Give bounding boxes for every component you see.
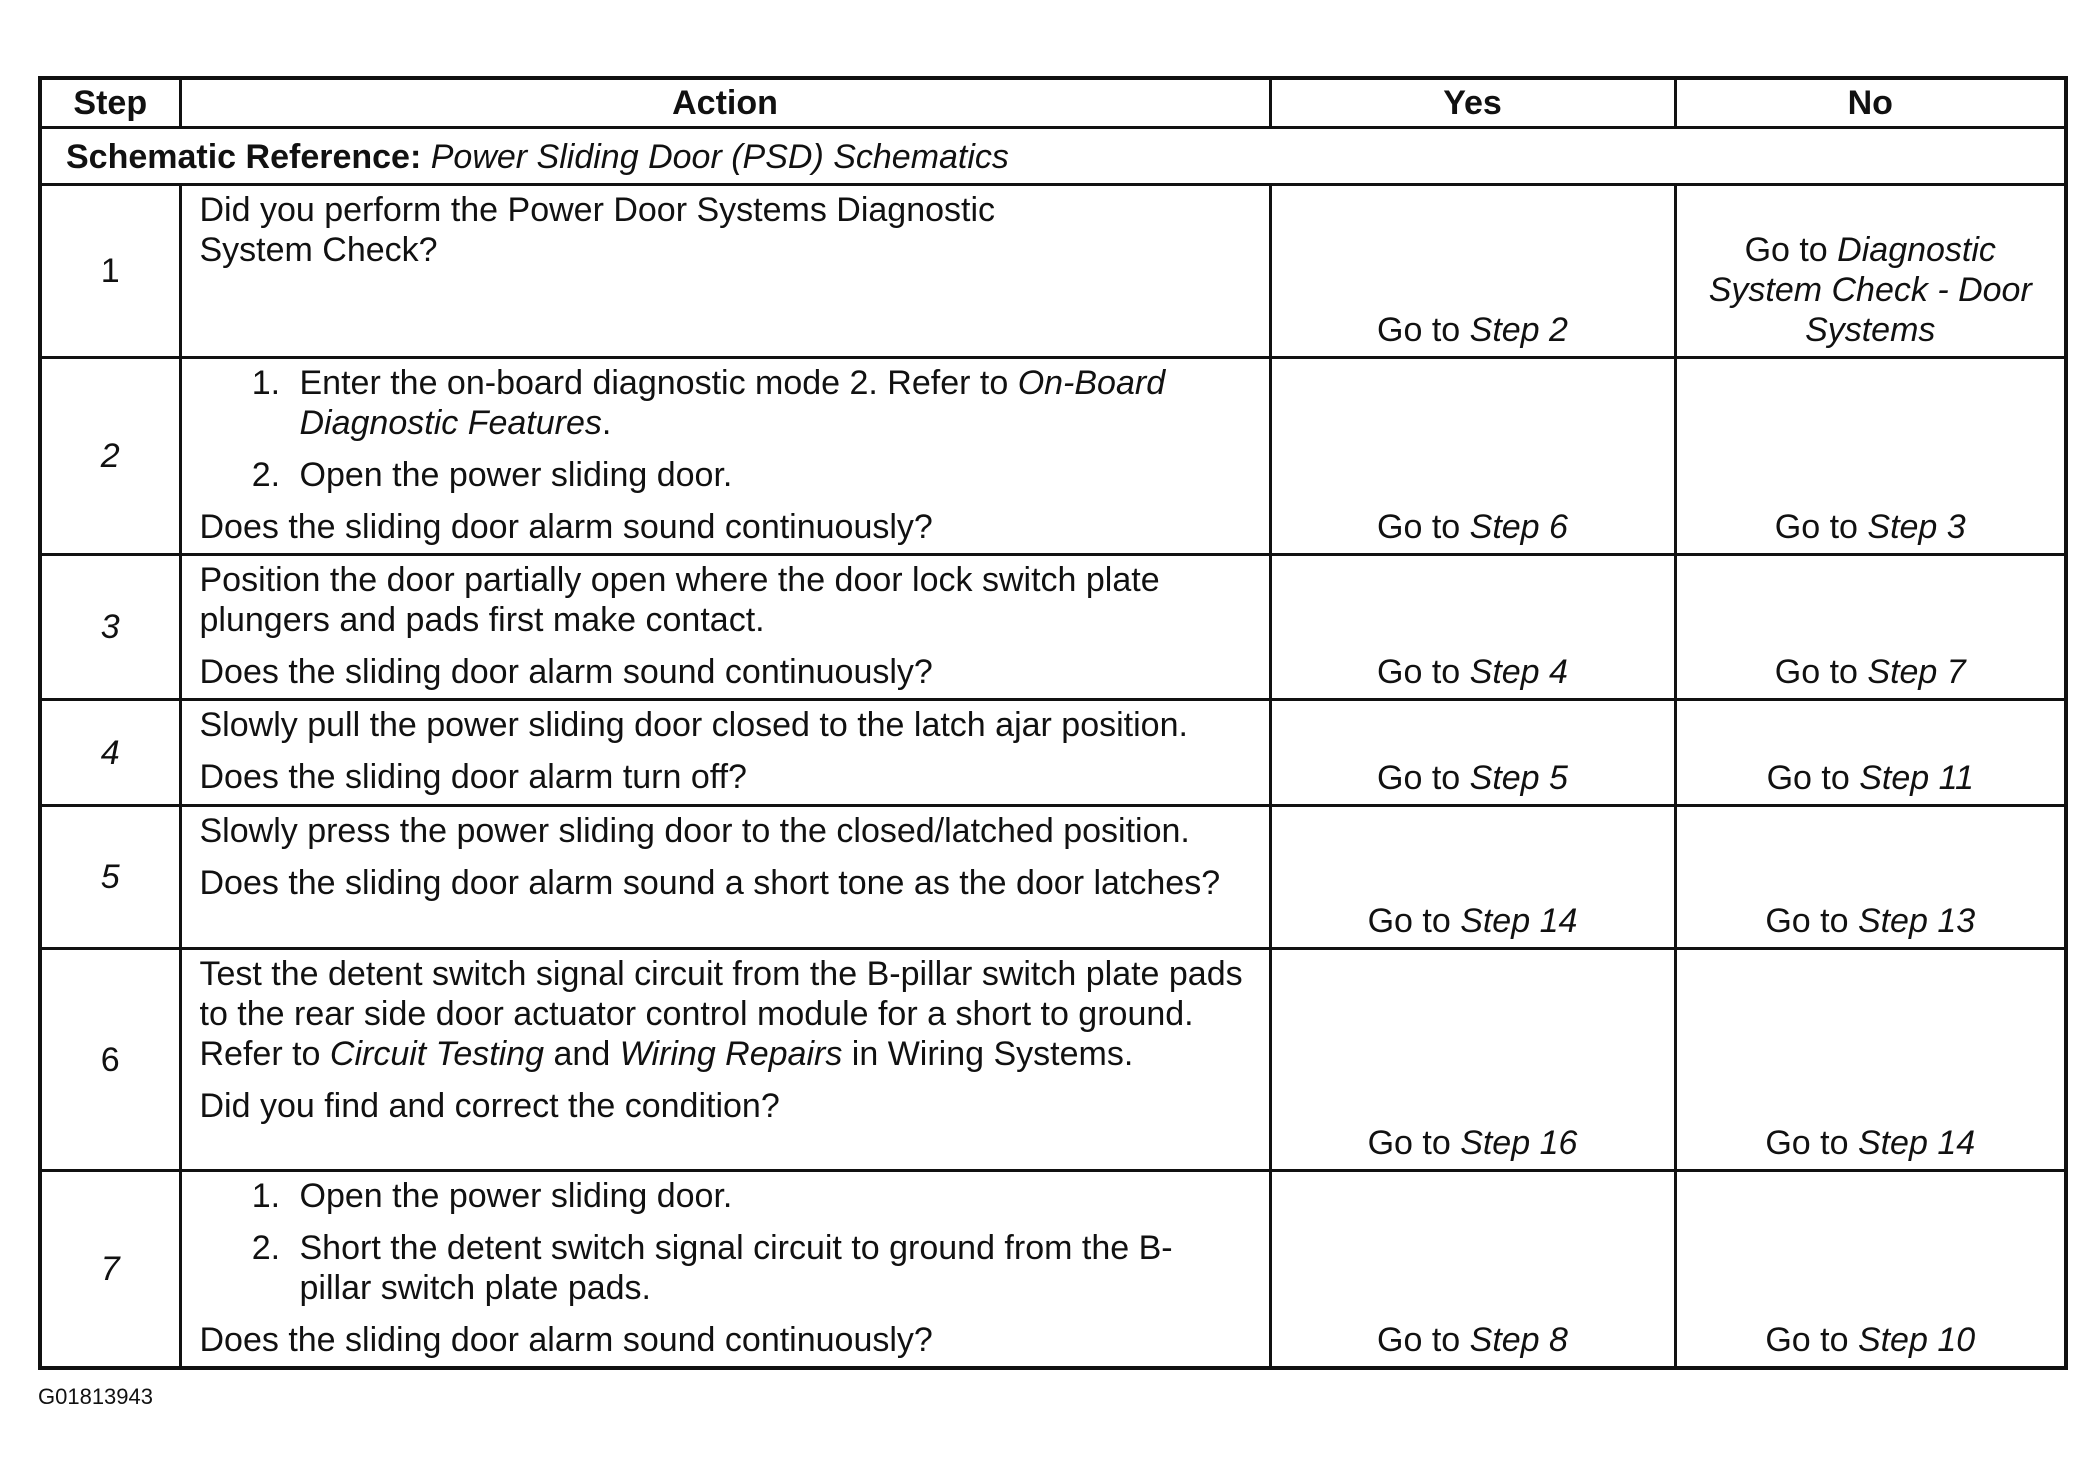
yes-cell	[1270, 806, 1675, 949]
step-number: 4	[40, 700, 180, 806]
no-cell	[1675, 185, 2066, 358]
no-prefix: Go to	[1765, 902, 1858, 940]
list-item: 2. Short the detent switch signal circuit to ground from the B-pillar switch plate pads.	[290, 1228, 1259, 1308]
table-row	[40, 806, 2066, 949]
list-item-link[interactable]: On-Board Diagnostic Features	[299, 364, 1166, 442]
circuit-testing-link[interactable]: Circuit Testing	[329, 1035, 545, 1073]
no-prefix: Go to	[1744, 231, 1838, 269]
no-prefix: Go to	[1774, 653, 1868, 691]
yes-link[interactable]: Step 6	[1469, 508, 1568, 546]
yes-link[interactable]: Step 8	[1469, 1321, 1568, 1359]
no-link[interactable]: Diagnostic System Check - Door Systems	[1708, 231, 2032, 349]
table-row	[40, 949, 2066, 1171]
yes-cell	[1270, 555, 1675, 700]
yes-link[interactable]: Step 2	[1469, 311, 1568, 349]
action-text	[200, 954, 1259, 1074]
list-item-text: Enter the on-board diagnostic mode 2. Refer to	[299, 364, 1018, 402]
yes-link[interactable]: Step 5	[1469, 759, 1568, 797]
yes-link[interactable]: Step 4	[1469, 653, 1568, 691]
no-prefix: Go to	[1765, 1124, 1858, 1162]
yes-prefix: Go to	[1377, 759, 1470, 797]
diagnostic-table	[38, 76, 2068, 1370]
action-text: Slowly pull the power sliding door closed to the latch ajar position.	[199, 706, 1188, 744]
header-no: No	[1675, 78, 2066, 128]
action-cell	[180, 806, 1270, 949]
step-number: 7	[40, 1171, 180, 1369]
list-item: 1. Open the power sliding door.	[290, 1176, 1259, 1216]
yes-cell	[1270, 185, 1675, 358]
table-row	[40, 185, 2066, 358]
no-prefix: Go to	[1766, 759, 1860, 797]
schematic-reference-label: Schematic Reference:	[66, 138, 422, 176]
header-row	[40, 78, 2066, 128]
yes-cell	[1270, 700, 1675, 806]
yes-link[interactable]: Step 16	[1460, 1124, 1578, 1162]
table-row	[40, 1171, 2066, 1369]
yes-cell	[1270, 1171, 1675, 1369]
schematic-reference-row	[40, 128, 2066, 185]
step-number: 1	[40, 185, 180, 358]
action-cell	[180, 358, 1270, 555]
action-cell	[180, 1171, 1270, 1369]
header-yes: Yes	[1270, 78, 1675, 128]
step-number: 5	[40, 806, 180, 949]
yes-link[interactable]: Step 14	[1460, 902, 1578, 940]
no-cell	[1675, 358, 2066, 555]
schematic-reference	[40, 128, 2066, 185]
question-text: Did you find and correct the condition?	[199, 1087, 780, 1125]
action-text-part: in Wiring Systems.	[842, 1035, 1134, 1073]
schematic-reference-link[interactable]: Power Sliding Door (PSD) Schematics	[430, 138, 1009, 176]
action-text: Position the door partially open where the door lock switch plate plungers and pads first make contact.	[199, 561, 1160, 639]
list-item: 2. Open the power sliding door.	[290, 455, 1259, 495]
no-cell	[1675, 949, 2066, 1171]
header-step: Step	[40, 78, 180, 128]
table-row	[40, 700, 2066, 806]
step-number: 6	[40, 949, 180, 1171]
table-row	[40, 358, 2066, 555]
header-action: Action	[180, 78, 1270, 128]
question-text: Does the sliding door alarm sound continuously?	[199, 653, 933, 691]
no-cell	[1675, 555, 2066, 700]
step-number: 2	[40, 358, 180, 555]
question-text: Does the sliding door alarm turn off?	[199, 758, 747, 796]
step-number: 3	[40, 555, 180, 700]
action-cell	[180, 185, 1270, 358]
action-cell	[180, 700, 1270, 806]
figure-id: G01813943	[38, 1384, 153, 1409]
yes-prefix: Go to	[1377, 311, 1470, 349]
wiring-repairs-link[interactable]: Wiring Repairs	[619, 1035, 843, 1073]
no-link[interactable]: Step 10	[1857, 1321, 1976, 1359]
action-list	[200, 1176, 1259, 1308]
question-text: Does the sliding door alarm sound a short tone as the door latches?	[199, 864, 1221, 902]
no-link[interactable]: Step 13	[1857, 902, 1976, 940]
list-item	[290, 363, 1259, 443]
action-text: Did you perform the Power Door Systems Diagnostic System Check?	[199, 191, 996, 269]
no-cell	[1675, 806, 2066, 949]
yes-prefix: Go to	[1377, 653, 1470, 691]
no-cell	[1675, 1171, 2066, 1369]
action-list	[200, 363, 1259, 495]
yes-prefix: Go to	[1377, 1321, 1470, 1359]
yes-cell	[1270, 949, 1675, 1171]
yes-prefix: Go to	[1367, 1124, 1461, 1162]
action-text: Slowly press the power sliding door to the closed/latched position.	[199, 812, 1190, 850]
action-text-part: Test the detent switch signal circuit from the B-pillar switch plate pads to the rear side door actuator control module for a short to ground. Refer to	[199, 955, 1243, 1073]
no-prefix: Go to	[1774, 508, 1868, 546]
yes-cell	[1270, 358, 1675, 555]
table-row	[40, 555, 2066, 700]
question-text: Does the sliding door alarm sound continuously?	[199, 1321, 933, 1359]
question-text: Does the sliding door alarm sound continuously?	[199, 508, 933, 546]
action-cell	[180, 949, 1270, 1171]
action-text-part: and	[544, 1035, 620, 1073]
no-prefix: Go to	[1765, 1321, 1858, 1359]
no-link[interactable]: Step 7	[1867, 653, 1966, 691]
yes-prefix: Go to	[1377, 508, 1470, 546]
yes-prefix: Go to	[1367, 902, 1461, 940]
no-link[interactable]: Step 3	[1867, 508, 1966, 546]
list-item-suffix: .	[601, 404, 612, 442]
no-link[interactable]: Step 14	[1857, 1124, 1976, 1162]
no-link[interactable]: Step 11	[1859, 759, 1974, 797]
action-cell	[180, 555, 1270, 700]
no-cell	[1675, 700, 2066, 806]
